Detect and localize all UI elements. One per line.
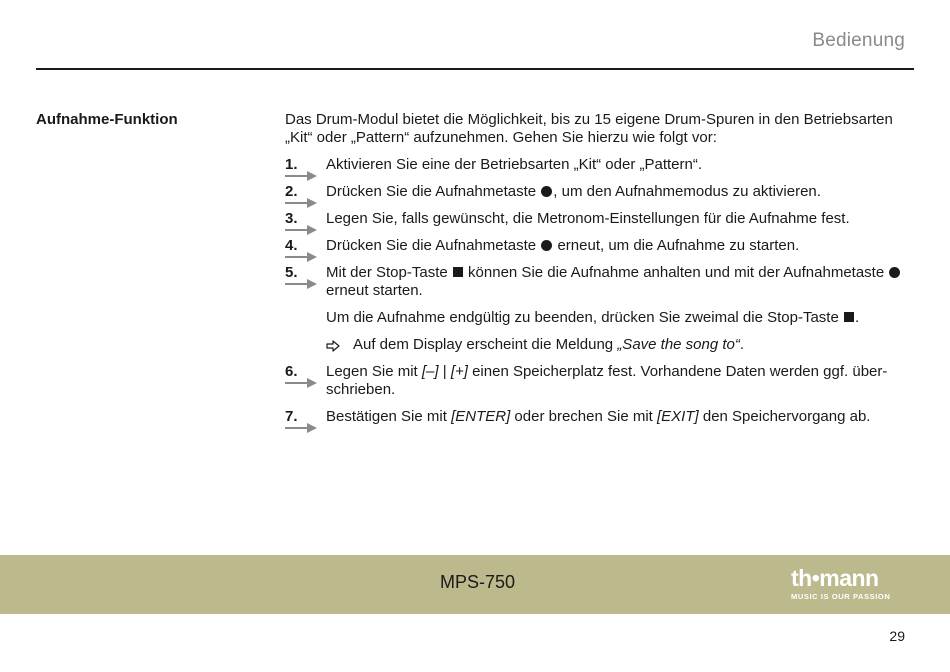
step-number: 1. [285,156,298,173]
note-text: Um die Aufnahme endgültig zu beenden, drücken Sie zweimal die Stop-Taste [326,309,843,326]
step-6 [285,363,905,399]
step-text: , um den Aufnahmemodus zu aktivieren. [553,183,821,200]
step-2 [285,183,905,201]
key-label: [ENTER] [451,408,511,425]
step-1 [285,156,905,174]
brand-tagline: MUSIC IS OUR PASSION [791,592,891,601]
step-arrow-icon [285,252,317,262]
main-content [285,111,905,435]
step-text: können Sie die Aufnahme anhalten und mit der Aufnahmetaste [463,264,889,281]
step-text: Bestätigen Sie mit [326,408,452,425]
display-message: „Save the song to“ [617,336,740,353]
brand-logo [791,567,907,603]
note-text: . [854,309,860,326]
step-7 [285,408,905,426]
step-3 [285,210,905,228]
step-text: erneut starten. [326,282,423,299]
step-text: Drücken Sie die Aufnahmetaste [326,183,541,200]
step-arrow-icon [285,198,317,208]
page-number: 29 [889,628,905,644]
step-arrow-icon [285,378,317,388]
result-text: Auf dem Display erscheint die Meldung [353,336,618,353]
model-name: MPS-750 [440,572,516,592]
step-5 [285,264,905,300]
step-text: einen Speicherplatz fest. Vorhandene Daten werden ggf. überschrieben. [326,363,888,398]
step-text: Aktivieren Sie eine der Betriebsarten „Kit“ oder „Pattern“. [326,156,703,173]
step-arrow-icon [285,171,317,181]
section-header: Bedienung [812,30,905,51]
step-text: Legen Sie mit [326,363,422,380]
step-text: den Speichervorgang ab. [698,408,871,425]
record-dot-icon [541,240,552,251]
step-text: Mit der Stop-Taste [326,264,452,281]
key-label: [EXIT] [657,408,699,425]
step-5-result [285,336,905,354]
step-arrow-icon [285,279,317,289]
step-text: oder brechen Sie mit [510,408,657,425]
step-4 [285,237,905,255]
step-number: 4. [285,237,298,254]
step-arrow-icon [285,225,317,235]
step-number: 5. [285,264,298,281]
step-text: Legen Sie, falls gewünscht, die Metronom-Einstellungen für die Aufnahme fest. [326,210,850,227]
brand-name: th•mann [791,565,879,591]
step-number: 3. [285,210,298,227]
key-label: [+] [450,363,468,380]
result-text: . [739,336,745,353]
record-dot-icon [889,267,900,278]
section-title: Aufnahme-Funktion [36,111,178,128]
step-number: 2. [285,183,298,200]
step-text: erneut, um die Aufnahme zu starten. [553,237,800,254]
record-dot-icon [541,186,552,197]
intro-paragraph: Das Drum-Modul bietet die Möglichkeit, bis zu 15 eigene Drum-Spuren in den Betriebsarten „Kit“ oder „Pattern“ aufzunehmen. Gehen Sie hierzu wie folgt vor: [285,111,893,146]
step-number: 6. [285,363,298,380]
stop-square-icon [453,267,463,277]
result-arrow-icon [326,339,340,351]
step-text: | [438,363,451,380]
step-number: 7. [285,408,298,425]
key-label: [–] [421,363,439,380]
stop-square-icon [844,312,854,322]
step-5-note [285,309,905,327]
step-arrow-icon [285,423,317,433]
step-text: Drücken Sie die Aufnahmetaste [326,237,541,254]
header-divider [36,68,914,70]
